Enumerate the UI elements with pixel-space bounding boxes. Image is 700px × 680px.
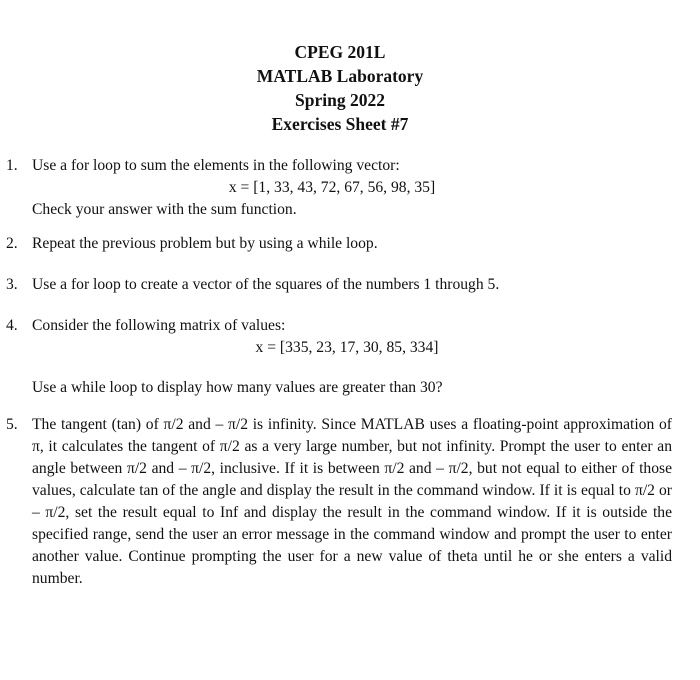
vector-formula: x = [1, 33, 43, 72, 67, 56, 98, 35] <box>228 179 436 196</box>
question-number: 5. <box>6 416 18 433</box>
question-text: Repeat the previous problem but by using a while loop. <box>32 235 378 252</box>
question-paragraph: The tangent (tan) of π/2 and – π/2 is infinity. Since MATLAB uses a floating-point approximation of π, it calculates the tangent of π/2 as a very large number, but not infinity. Prompt the user to enter an angle between π/2 and – π/2, inclusive. If it is between π/2 and – π/2, but not equal to either of those values, calculate tan of the angle and display the result in the command window. If it is equal to π/2 or – π/2, set the result equal to Inf and display the result in the command window. If it is outside the specified range, send the user an error message in the command window and prompt the user to enter another value. Continue prompting the user for a new value of theta until he or she enters a valid number. <box>32 416 672 587</box>
question-number: 2. <box>6 235 18 252</box>
question-number: 3. <box>6 276 18 293</box>
question-text: Use a for loop to create a vector of the squares of the numbers 1 through 5. <box>32 276 500 293</box>
lab-title: MATLAB Laboratory <box>256 66 424 86</box>
question-text: Use a for loop to sum the elements in the following vector: <box>32 157 400 174</box>
course-code: CPEG 201L <box>294 42 386 62</box>
question-number: 4. <box>6 317 18 334</box>
question-text: Consider the following matrix of values: <box>32 317 286 334</box>
question-number: 1. <box>6 157 18 174</box>
question-text-2: Check your answer with the sum function. <box>32 201 297 218</box>
matrix-formula: x = [335, 23, 17, 30, 85, 334] <box>255 339 439 356</box>
question-text-2: Use a while loop to display how many values are greater than 30? <box>32 379 443 396</box>
term: Spring 2022 <box>295 90 385 110</box>
document-header <box>0 40 680 136</box>
sheet-title: Exercises Sheet #7 <box>271 114 409 134</box>
